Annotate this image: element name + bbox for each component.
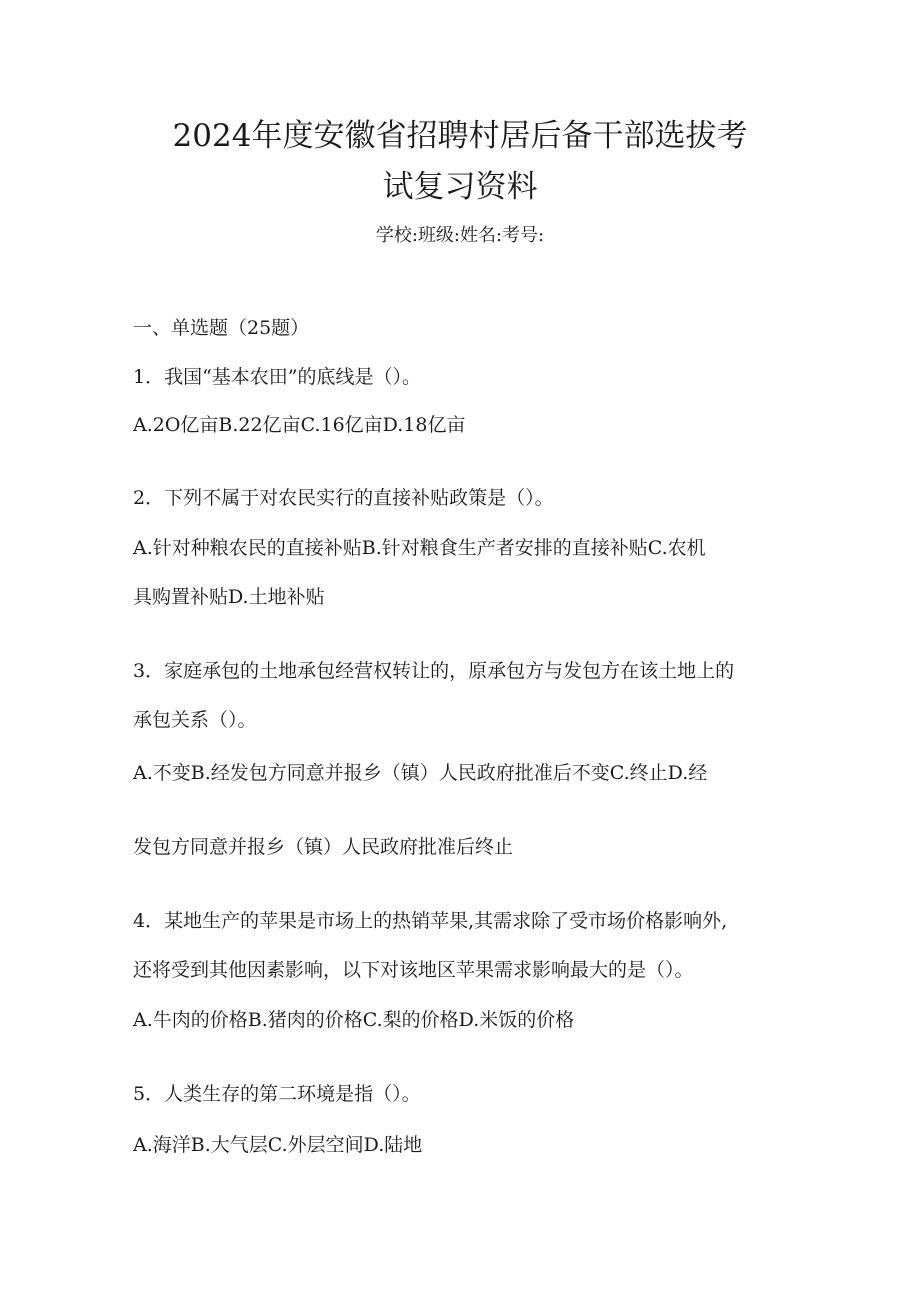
section-heading: 一、单选题（25题） (133, 317, 310, 339)
question-4-line-2: 还将受到其他因素影响，以下对该地区苹果需求影响最大的是（）。 (133, 959, 694, 981)
student-info-line: 学校:班级:姓名:考号: (375, 225, 545, 246)
question-5-options: A.海洋B.大气层C.外层空间D.陆地 (133, 1134, 423, 1156)
question-4-line-1: 4．某地生产的苹果是市场上的热销苹果,其需求除了受市场价格影响外, (133, 910, 728, 932)
question-5: 5．人类生存的第二环境是指（）。 (133, 1083, 421, 1105)
question-3-options-line-1: A.不变B.经发包方同意并报乡（镇）人民政府批准后不变C.终止D.经 (133, 762, 708, 784)
question-2-options-line-2: 具购置补贴D.土地补贴 (133, 586, 325, 608)
question-1-options: A.2O亿亩B.22亿亩C.16亿亩D.18亿亩 (133, 414, 466, 436)
question-2: 2．下列不属于对农民实行的直接补贴政策是（）。 (133, 487, 554, 509)
question-2-options-line-1: A.针对种粮农民的直接补贴B.针对粮食生产者安排的直接补贴C.农机 (133, 537, 706, 559)
question-1: 1．我国“基本农田”的底线是（）。 (133, 366, 422, 388)
question-3-options-line-2: 发包方同意并报乡（镇）人民政府批准后终止 (133, 836, 514, 858)
document-title-line-1: 2024年度安徽省招聘村居后备干部选拔考 (172, 118, 748, 154)
question-3-line-1: 3．家庭承包的土地承包经营权转让的，原承包方与发包方在该土地上的 (133, 660, 735, 682)
question-3-line-2: 承包关系（）。 (133, 709, 257, 731)
document-title-line-2: 试复习资料 (382, 169, 538, 205)
question-4-options: A.牛肉的价格B.猪肉的价格C.梨的价格D.米饭的价格 (133, 1009, 575, 1031)
